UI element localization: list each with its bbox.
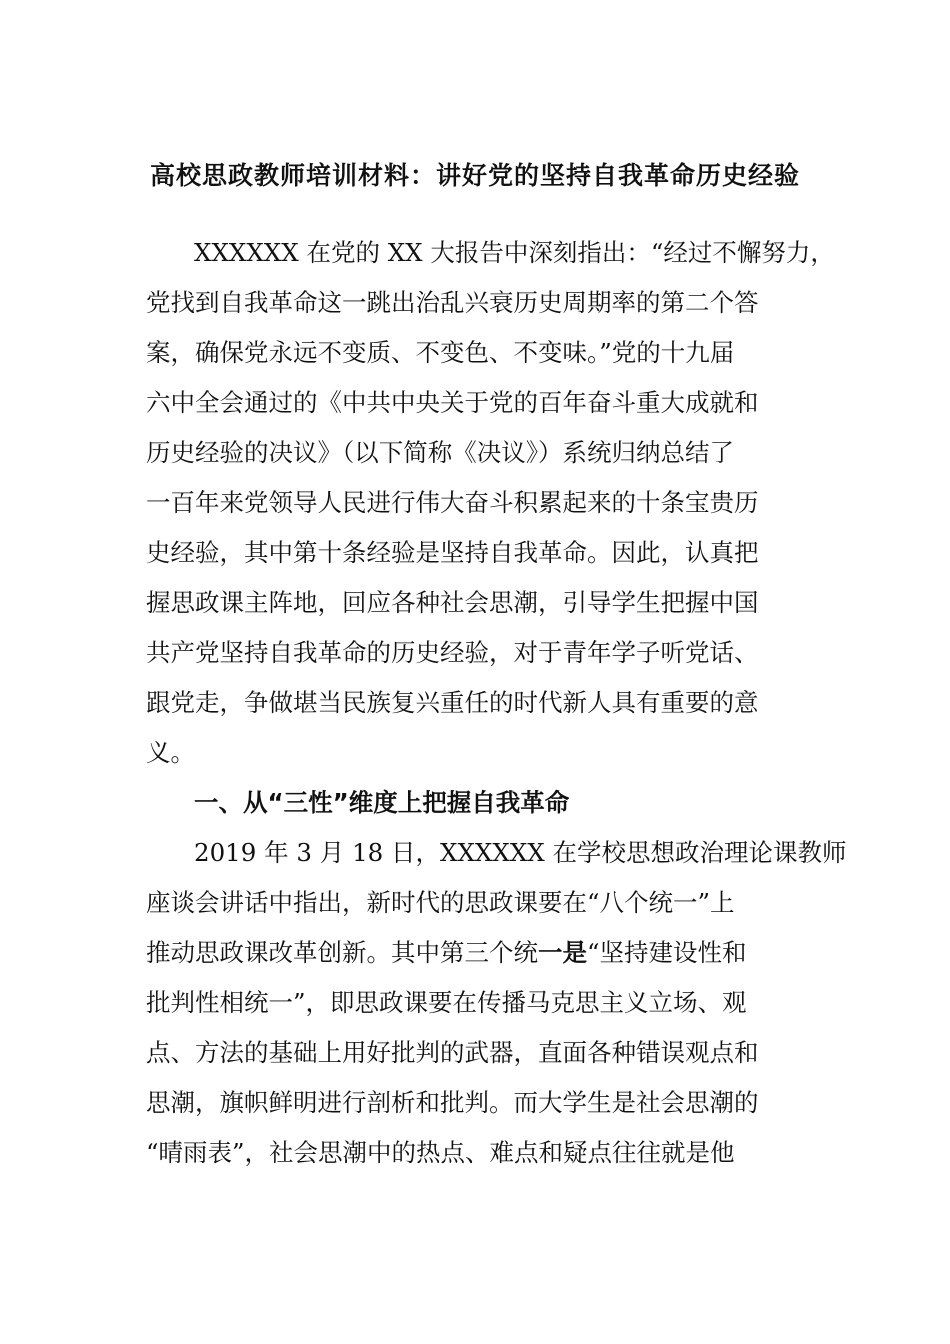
paragraph-line: 跟党走，争做堪当民族复兴重任的时代新人具有重要的意	[146, 688, 759, 717]
paragraph-line: 一百年来党领导人民进行伟大奋斗积累起来的十条宝贵历	[146, 488, 759, 517]
paragraph-line: 点、方法的基础上用好批判的武器，直面各种错误观点和	[146, 1038, 759, 1067]
paragraph-line: 史经验，其中第十条经验是坚持自我革命。因此，认真把	[146, 538, 759, 567]
paragraph-line: 思潮，旗帜鲜明进行剖析和批判。而大学生是社会思潮的	[146, 1088, 759, 1117]
paragraph-text: “坚持建设性和	[587, 938, 747, 967]
paragraph-line: 共产党坚持自我革命的历史经验，对于青年学子听党话、	[146, 638, 759, 667]
paragraph-line: XXXXXX 在党的 XX 大报告中深刻指出：“经过不懈努力，	[194, 238, 835, 267]
document-title: 高校思政教师培训材料：讲好党的坚持自我革命历史经验	[149, 161, 800, 190]
paragraph-line: 党找到自我革命这一跳出治乱兴衰历史周期率的第二个答	[146, 288, 759, 317]
bold-text: 一是	[538, 938, 587, 967]
paragraph-line: 2019 年 3 月 18 日，XXXXXX 在学校思想政治理论课教师	[194, 838, 847, 867]
paragraph-line: 握思政课主阵地，回应各种社会思潮，引导学生把握中国	[146, 588, 759, 617]
paragraph-line: 六中全会通过的《中共中央关于党的百年奋斗重大成就和	[146, 388, 759, 417]
section-heading: 一、从“三性”维度上把握自我革命	[194, 788, 570, 817]
paragraph-text: 推动思政课改革创新。其中第三个统	[146, 938, 538, 967]
paragraph-line	[146, 929, 747, 977]
paragraph-line: 座谈会讲话中指出，新时代的思政课要在“八个统一”上	[146, 888, 735, 917]
paragraph-line: 义。	[146, 738, 195, 767]
paragraph-line: “晴雨表”，社会思潮中的热点、难点和疑点往往就是他	[146, 1138, 735, 1167]
paragraph-line: 历史经验的决议》（以下简称《决议》）系统归纳总结了	[146, 438, 734, 467]
paragraph-line: 案，确保党永远不变质、不变色、不变味。”党的十九届	[146, 338, 735, 367]
paragraph-line: 批判性相统一”，即思政课要在传播马克思主义立场、观	[146, 988, 747, 1017]
